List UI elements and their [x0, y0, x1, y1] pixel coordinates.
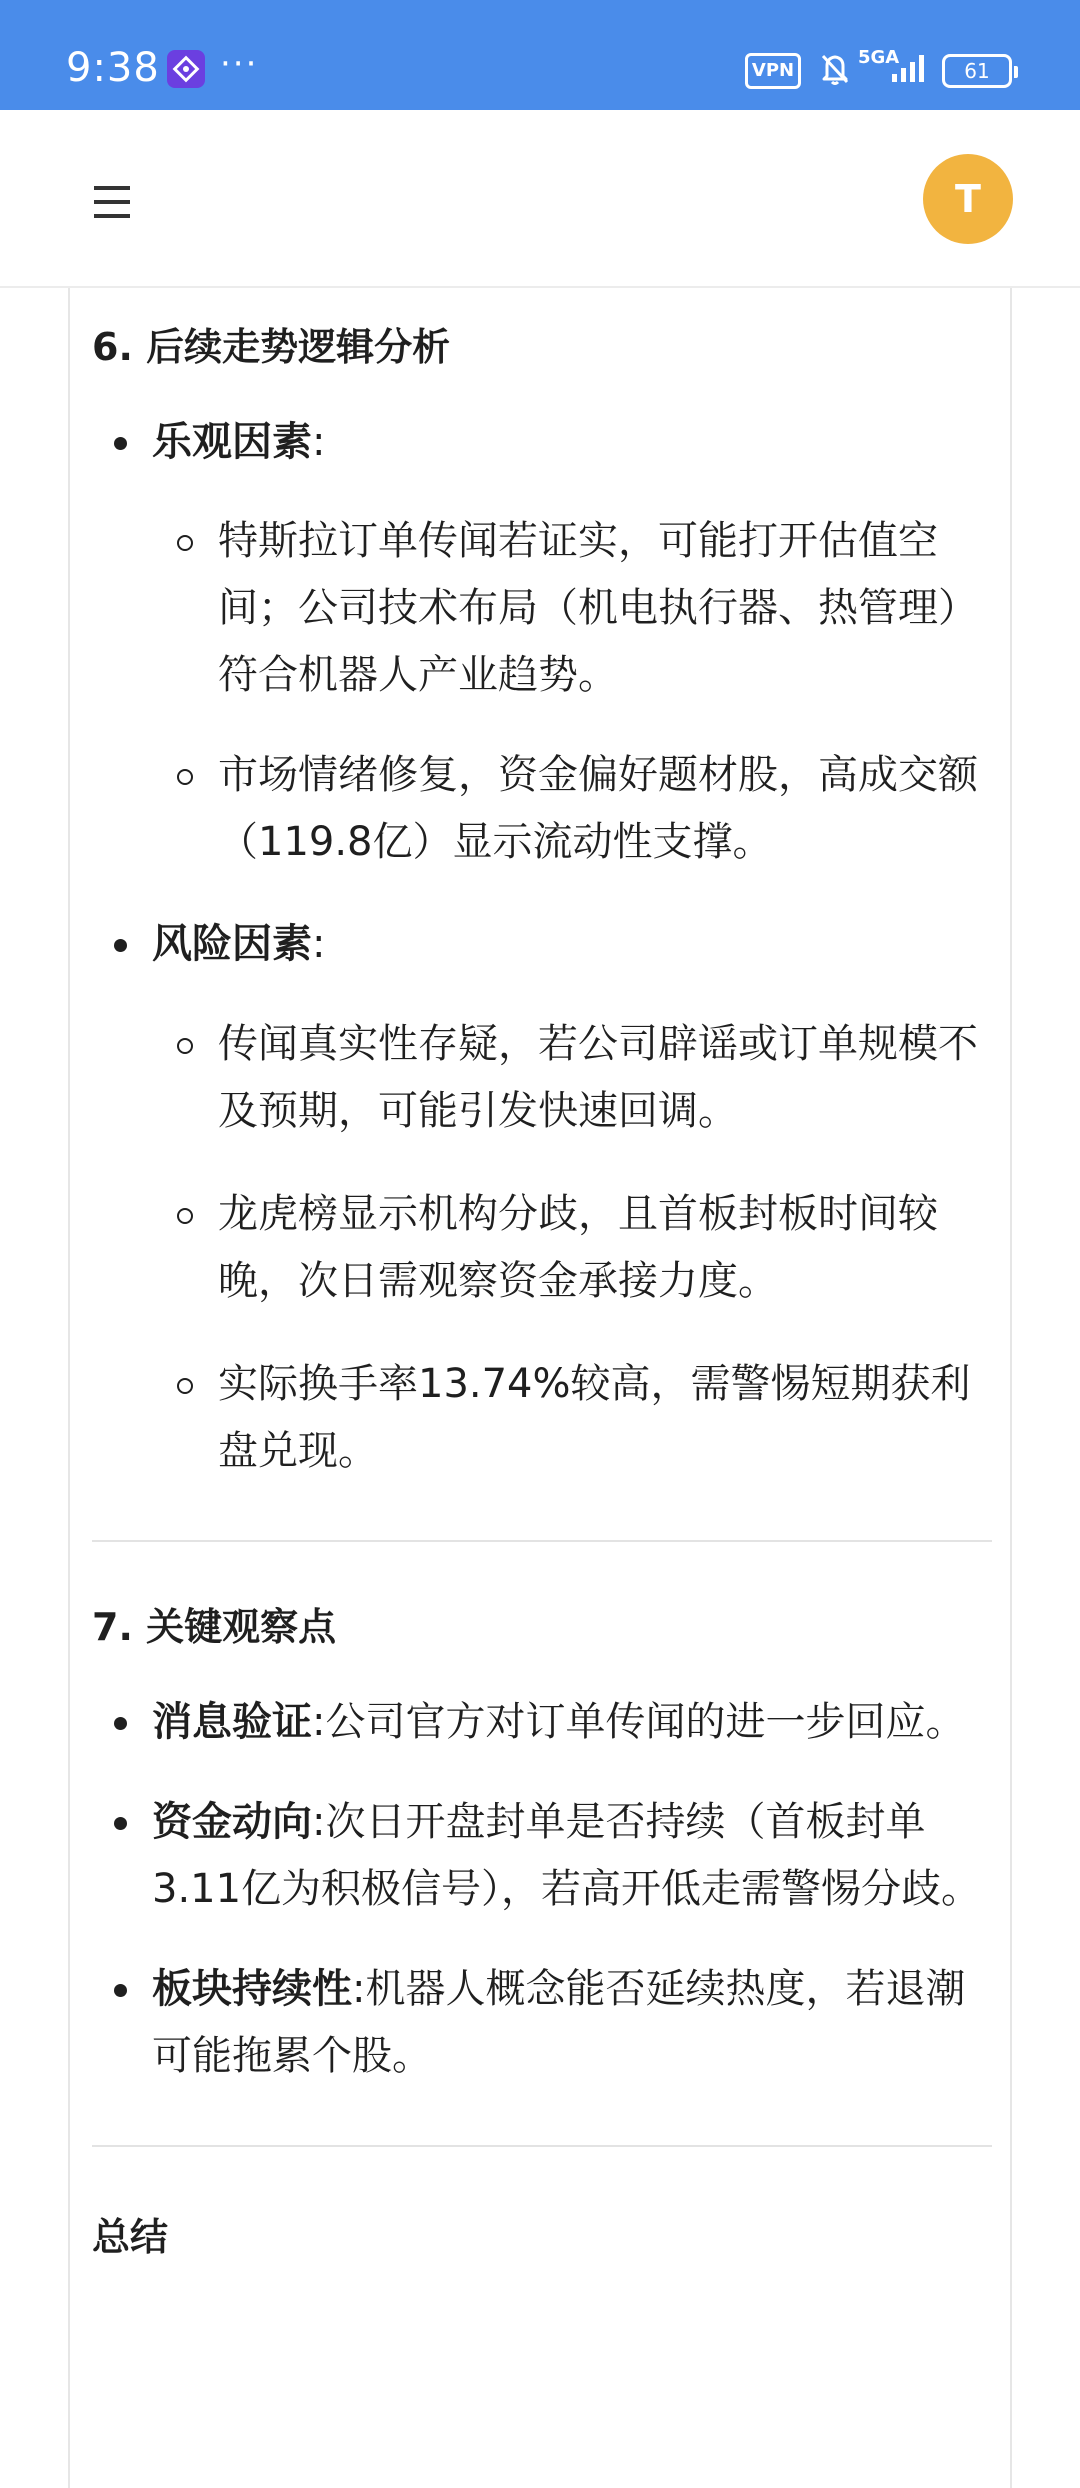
vpn-icon: VPN	[745, 53, 801, 89]
bullet-text: 次日开盘封单是否持续（首板封单3.11亿为积极信号），若高开低走需警惕分歧。	[152, 1799, 982, 1912]
sub-list-item: 市场情绪修复，资金偏好题材股，高成交额（119.8亿）显示流动性支撑。	[152, 742, 992, 876]
sub-list-item: 实际换手率13.74%较高，需警惕短期获利盘兑现。	[152, 1351, 992, 1485]
summary-heading: 总结	[92, 2215, 169, 2259]
sub-list-item: 特斯拉订单传闻若证实，可能打开估值空间；公司技术布局（机电执行器、热管理）符合机器人产业趋势。	[152, 508, 992, 709]
bullet-label: 乐观因素	[152, 419, 312, 465]
bullet-text: 公司官方对订单传闻的进一步回应。	[325, 1699, 966, 1745]
sub-list-item: 龙虎榜显示机构分歧，且首板封板时间较晚，次日需观察资金承接力度。	[152, 1181, 992, 1315]
status-time: 9:38	[66, 45, 160, 91]
list-item	[92, 1689, 992, 1756]
list-item	[92, 911, 992, 1485]
section-title: 7. 关键观察点	[92, 1605, 337, 1649]
bullet-label: 消息验证	[152, 1699, 312, 1745]
bullet-label: 资金动向	[152, 1799, 312, 1845]
list-item	[92, 409, 992, 876]
bullet-separator: :	[312, 419, 326, 465]
battery-icon: 61	[942, 54, 1012, 88]
bullet-separator: :	[312, 921, 326, 967]
signal-icon	[890, 52, 930, 88]
message-content	[92, 288, 992, 2267]
bullet-text: 机器人概念能否延续热度，若退潮可能拖累个股。	[152, 1966, 966, 2079]
bullet-separator: :	[312, 1699, 326, 1745]
avatar[interactable]: T	[923, 154, 1013, 244]
divider	[92, 1540, 992, 1542]
bullet-separator: :	[312, 1799, 326, 1845]
bullet-separator: :	[352, 1966, 366, 2012]
app-bar	[0, 110, 1080, 288]
bell-muted-icon	[815, 48, 855, 92]
app-notification-icon	[167, 50, 205, 88]
list-item	[92, 1789, 992, 1923]
status-bar	[0, 0, 1080, 110]
section-title: 6. 后续走势逻辑分析	[92, 325, 451, 369]
network-type-label: 5GA	[858, 47, 900, 68]
more-notifications-icon: ···	[220, 44, 259, 84]
list-item	[92, 1956, 992, 2090]
divider	[92, 2145, 992, 2147]
sub-list-item: 传闻真实性存疑，若公司辟谣或订单规模不及预期，可能引发快速回调。	[152, 1011, 992, 1145]
bullet-label: 风险因素	[152, 921, 312, 967]
hamburger-menu-icon[interactable]	[82, 174, 142, 230]
bullet-label: 板块持续性	[152, 1966, 352, 2012]
